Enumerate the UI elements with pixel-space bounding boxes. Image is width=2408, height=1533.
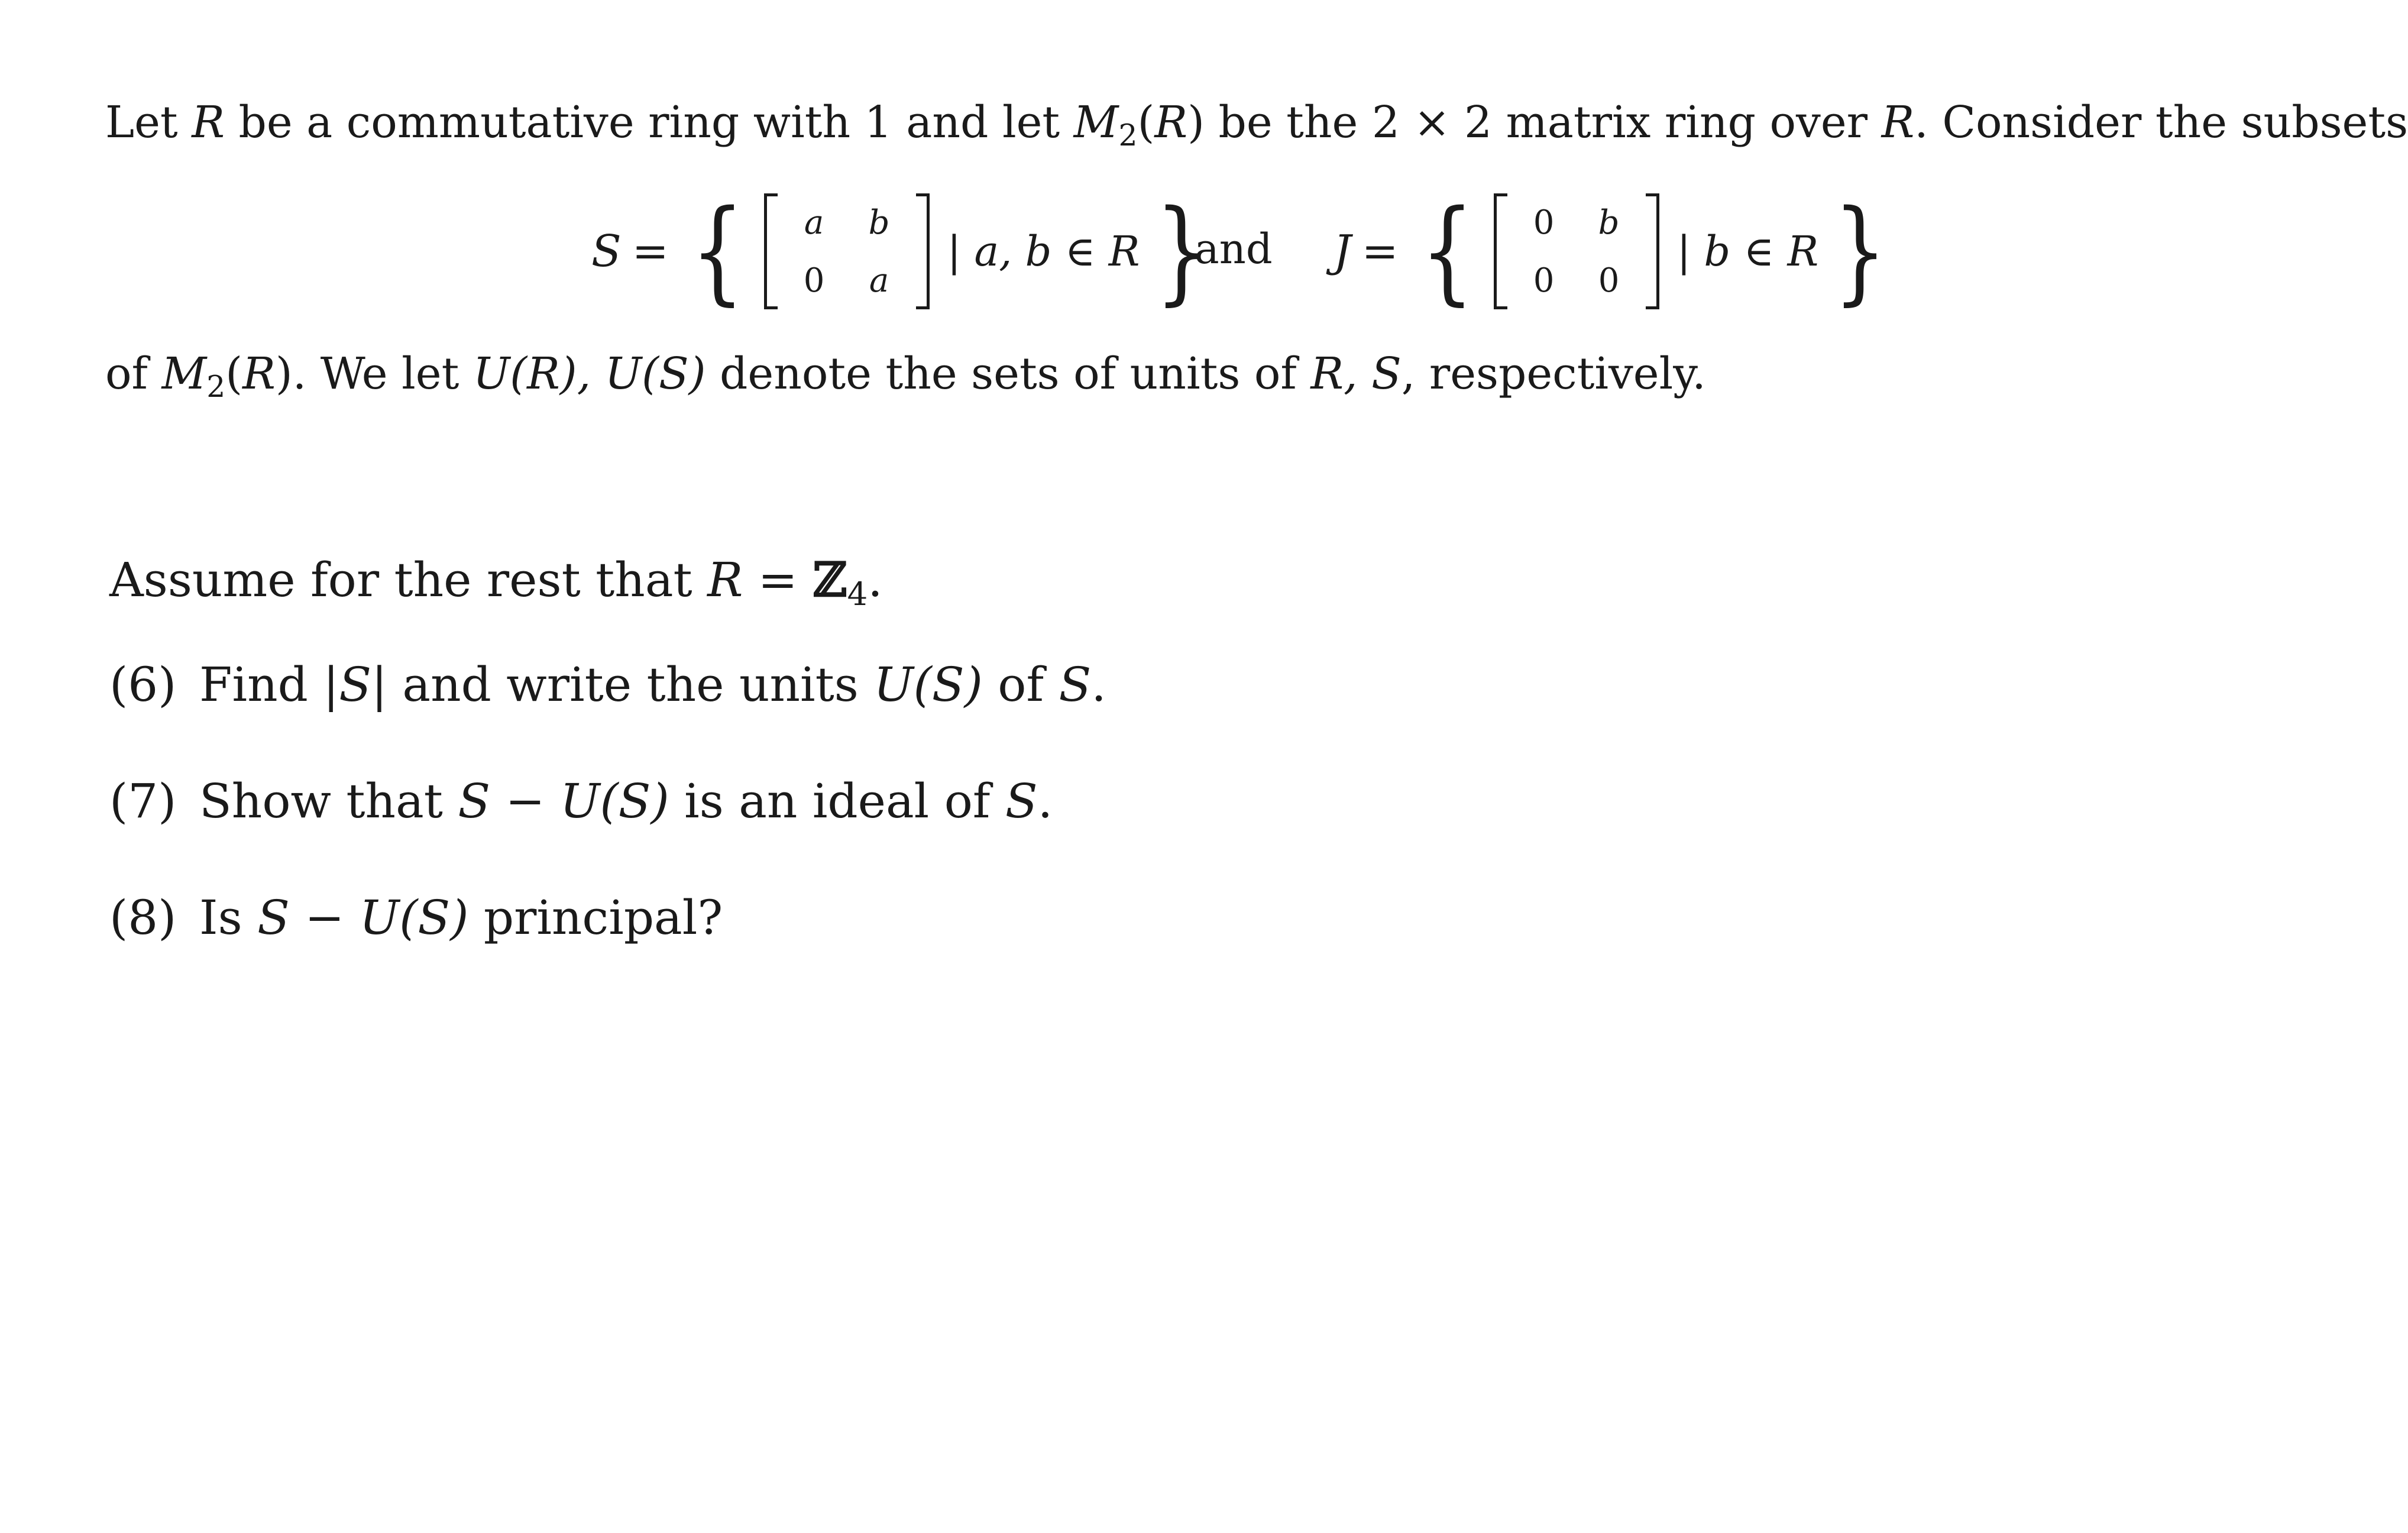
matrix — [1491, 193, 1662, 309]
text: of — [982, 657, 1059, 712]
text: of — [105, 348, 162, 399]
equals-sign: = — [743, 552, 813, 607]
text: Find | — [199, 657, 339, 712]
text: . Consider the subsets — [1914, 97, 2408, 148]
math-var: S — [1005, 774, 1038, 829]
question-number: (6) — [109, 657, 177, 712]
matrix-entry: 0 — [1533, 261, 1555, 300]
question-8 — [109, 890, 723, 945]
math-var: M — [161, 348, 207, 399]
math-var: R — [1154, 97, 1188, 148]
text: be a commutative ring with 1 and let — [224, 97, 1074, 148]
text: Let — [105, 97, 192, 148]
subscript: 2 — [206, 369, 226, 405]
math-var: R — [192, 97, 225, 148]
matrix-entry: b — [868, 203, 890, 242]
intro-paragraph — [105, 97, 2408, 153]
matrix-entry: b — [1598, 203, 1620, 242]
math-var: R — [242, 348, 276, 399]
set-s-definition — [591, 186, 1219, 316]
subscript: 4 — [847, 575, 868, 613]
matrix-entry: 0 — [1598, 261, 1620, 300]
math-var: S — [1059, 657, 1092, 712]
text: principal? — [468, 890, 723, 945]
matrix — [762, 193, 932, 309]
question-6 — [109, 657, 1106, 712]
subscript: 2 — [1118, 118, 1138, 153]
close-brace: } — [1833, 186, 1888, 316]
set-condition: | b ∈ R — [1676, 227, 1819, 276]
text: Show that — [199, 774, 458, 829]
text: , respectively. — [1401, 348, 1706, 399]
math-expr: U(S) — [873, 657, 983, 712]
math-expr: R, S — [1310, 348, 1402, 399]
set-name: J — [1334, 226, 1351, 277]
math-var: R — [1881, 97, 1915, 148]
text: ( — [1137, 97, 1155, 148]
math-expr: S − U(S) — [257, 890, 469, 945]
matrix-entry: a — [804, 203, 824, 242]
integers-symbol: ℤ — [813, 552, 847, 607]
open-brace: { — [690, 186, 745, 316]
text: ( — [225, 348, 243, 399]
equals-sign: = — [1361, 226, 1399, 277]
equals-sign: = — [632, 226, 669, 277]
text: Is — [199, 890, 258, 945]
question-number: (8) — [109, 890, 177, 945]
math-expr: U(R), U(S) — [472, 348, 706, 399]
text: ) be the 2 × 2 matrix ring over — [1187, 97, 1882, 148]
set-name: S — [591, 226, 622, 277]
matrix-entry: 0 — [803, 261, 825, 300]
math-var: S — [339, 657, 372, 712]
set-condition: | a, b ∈ R — [947, 227, 1140, 276]
open-brace: { — [1420, 186, 1474, 316]
question-7 — [109, 774, 1053, 829]
question-number: (7) — [109, 774, 177, 829]
text: . — [1037, 774, 1053, 829]
set-j-definition — [1334, 186, 1898, 316]
math-expr: S − U(S) — [458, 774, 669, 829]
outro-paragraph — [105, 348, 1706, 405]
matrix-entry: a — [869, 261, 889, 300]
text: . — [1091, 657, 1106, 712]
text: | and write the units — [371, 657, 874, 712]
and-word: and — [1195, 225, 1273, 273]
math-var: M — [1073, 97, 1119, 148]
math-var: R — [707, 552, 743, 607]
text: denote the sets of units of — [705, 348, 1311, 399]
text: Assume for the rest that — [109, 552, 708, 607]
text: is an ideal of — [669, 774, 1005, 829]
text: . — [868, 552, 883, 607]
matrix-entry: 0 — [1533, 203, 1555, 242]
text: ). We let — [275, 348, 473, 399]
assumption-line — [109, 552, 883, 613]
close-brace: } — [1154, 186, 1209, 316]
